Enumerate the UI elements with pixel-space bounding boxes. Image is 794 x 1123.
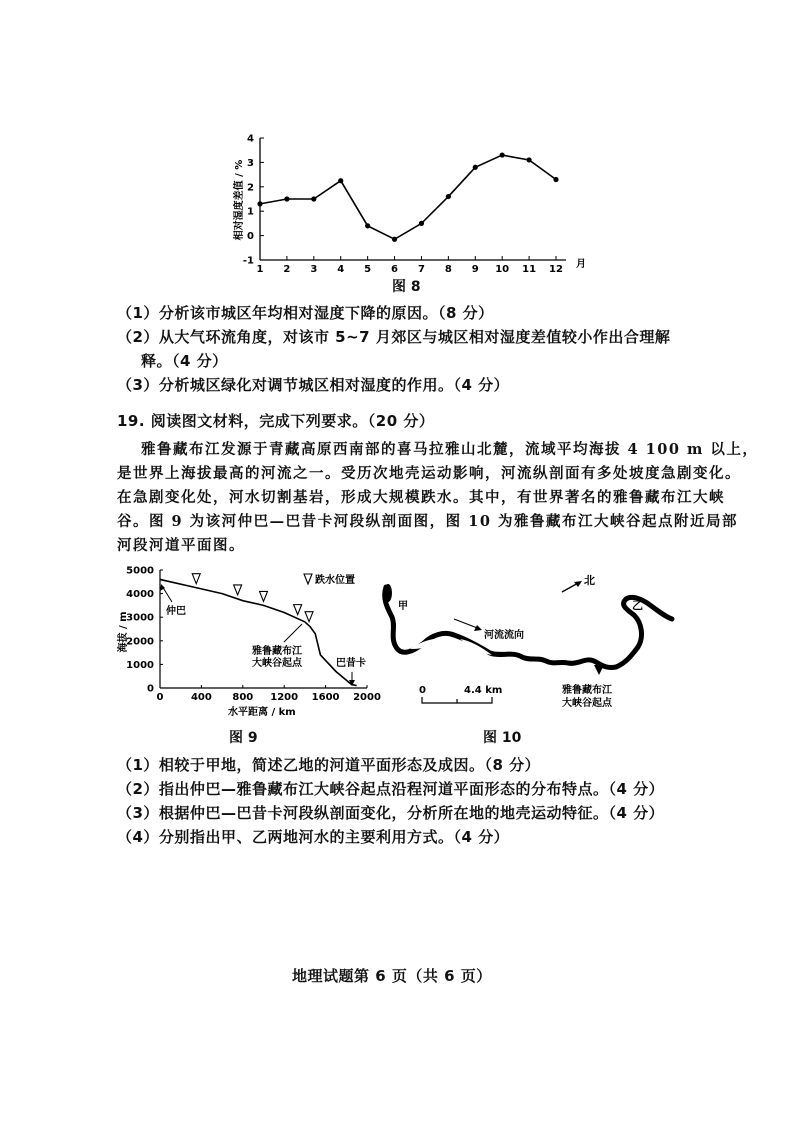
fig8-ytick-label: 2 [247,182,254,194]
q18-item-3: （3）分析城区绿化对调节城区相对湿度的作用。（4 分） [117,376,510,394]
fig8-chart [222,128,602,278]
fig9-chart [112,562,390,724]
place-jia: 甲 [398,601,408,612]
scale-distance: 4.4 km [464,685,503,696]
fig9-xtick-label: 400 [190,692,212,703]
fig9-ytick-label: 3000 [126,612,154,624]
fig9-xlabel: 水平距离 / km [228,707,296,718]
fig9-caption: 图 9 [229,730,258,746]
q18-item-1: （1）分析该市城区年均相对湿度下降的原因。（8 分） [117,304,494,322]
flow-arrowhead-icon [474,625,482,631]
fig8-xtick-label: 6 [391,264,399,275]
q19-text-line-4: 谷。图 9 为该河仲巴—巴昔卡河段纵剖面图，图 10 为雅鲁藏布江大峡谷起点附近局部 [117,513,738,530]
fig8-data-point [284,196,289,201]
fig9-ytick-label: 1000 [126,659,154,671]
river-channel [385,587,672,668]
fig9-ylabel: 海拔 / m [118,611,129,653]
q19-item-1: （1）相较于甲地，简述乙地的河道平面形态及成因。（8 分） [117,756,541,774]
fig8-xtick-label: 12 [549,264,563,275]
river-island-2 [460,639,492,655]
fig8-data-point [257,201,262,206]
fig10-caption: 图 10 [483,730,522,746]
fig9-xtick-label: 800 [232,692,254,703]
q19-text-line-3: 在急剧变化处，河水切割基岩，形成大规模跌水。其中，有世界著名的雅鲁藏布江大峡 [117,489,725,506]
flow-label: 河流流向 [484,630,524,641]
fig9-label-canyon-1: 雅鲁藏布江 [252,646,302,657]
fig9-waterfall-marker [260,591,268,601]
fig8-xtick-label: 11 [522,264,537,275]
page-footer: 地理试题第 6 页（共 6 页） [292,967,492,985]
fig9-label-start: 仲巴 [166,606,186,617]
q19-text-line-2: 是世界上海拔最高的河流之一。受历次地壳运动影响，河流纵剖面有多处坡度急剧变化。 [117,465,741,482]
fig8-ytick-label: -1 [242,255,254,267]
q18-item-2: （2）从大气环流角度，对该市 5~7 月郊区与城区相对湿度差值较小作出合理解 [117,328,671,346]
scale-zero: 0 [419,685,426,696]
fig9-waterfall-marker [192,574,200,584]
fig8-data-point [392,237,397,242]
q19-text-line-5: 河段河道平面图。 [117,537,245,554]
fig9-waterfall-marker [294,605,302,615]
river-upstream-pool [384,584,392,602]
fig9-ytick-label: 0 [147,683,154,695]
fig8-data-point [419,221,424,226]
q19-item-2: （2）指出仲巴—雅鲁藏布江大峡谷起点沿程河道平面形态的分布特点。（4 分） [117,780,665,798]
q19-item-4: （4）分别指出甲、乙两地河水的主要利用方式。（4 分） [117,828,510,846]
fig9-xtick-label: 0 [156,692,164,703]
fig8-ytick-label: 1 [247,206,254,218]
fig9-ytick-label: 5000 [126,565,154,577]
fig9-waterfall-marker [234,585,242,595]
fig10-canyon-label-1: 雅鲁藏布江 [562,685,612,696]
fig9-waterfall-marker [305,612,313,622]
q19-item-3: （3）根据仲巴—巴昔卡河段纵剖面变化，分析所在地的地壳运动特征。（4 分） [117,804,665,822]
q19-heading: 19. 阅读图文材料，完成下列要求。（20 分） [117,412,435,430]
fig8-xtick-label: 1 [256,264,264,275]
fig8-ytick-label: 3 [247,157,254,169]
fig8-xtick-label: 7 [417,264,425,275]
fig8-xtick-label: 2 [283,264,291,275]
fig10-canyon-label-2: 大峡谷起点 [562,698,612,709]
fig9-label-end: 巴昔卡 [336,658,366,669]
fig8-ylabel: 相对湿度差值 / % [234,159,245,241]
fig8-xtick-label: 5 [364,264,372,275]
fig8-xtick-label: 4 [337,264,345,275]
fig8-data-point [338,178,343,183]
fig10-map [380,565,680,723]
fig8-xtick-label: 3 [310,264,318,275]
fig8-ytick-label: 0 [247,231,254,243]
fig8-xtick-label: 10 [495,264,510,275]
fig9-legend-waterfall-icon [304,574,312,584]
fig9-xtick-label: 1200 [270,692,299,703]
q19-text-line-1: 雅鲁藏布江发源于青藏高原西南部的喜马拉雅山北麓，流域平均海拔 4 100 m 以上， [141,441,759,458]
fig8-data-point [365,223,370,228]
fig9-xtick-label: 2000 [353,692,381,703]
place-yi: 乙 [632,599,643,612]
fig8-data-point [500,152,505,157]
fig9-label-canyon-2: 大峡谷起点 [252,658,302,669]
fig8-data-point [526,157,531,162]
fig8-data-point [473,165,478,170]
fig8-ytick-label: 4 [247,133,254,145]
fig8-data-point [446,194,451,199]
fig8-x-unit: 月 [576,259,586,270]
scale-bar [422,697,492,703]
fig8-xtick-label: 8 [444,264,452,275]
fig9-ytick-label: 4000 [126,589,154,601]
q18-item-2-cont: 释。（4 分） [141,352,228,370]
fig8-caption: 图 8 [392,279,421,295]
fig8-data-point [553,177,558,182]
fig8-series-line [260,155,556,239]
fig8-xtick-label: 9 [471,264,479,275]
canyon-start-marker [594,665,604,675]
fig9-legend-label: 跌水位置 [315,575,355,586]
fig9-xtick-label: 1600 [311,692,340,703]
fig8-data-point [311,196,316,201]
north-label: 北 [584,574,595,587]
fig9-ytick-label: 2000 [126,636,154,648]
fig9-canyon-leader [284,624,302,642]
fig9-profile-line [160,579,357,685]
